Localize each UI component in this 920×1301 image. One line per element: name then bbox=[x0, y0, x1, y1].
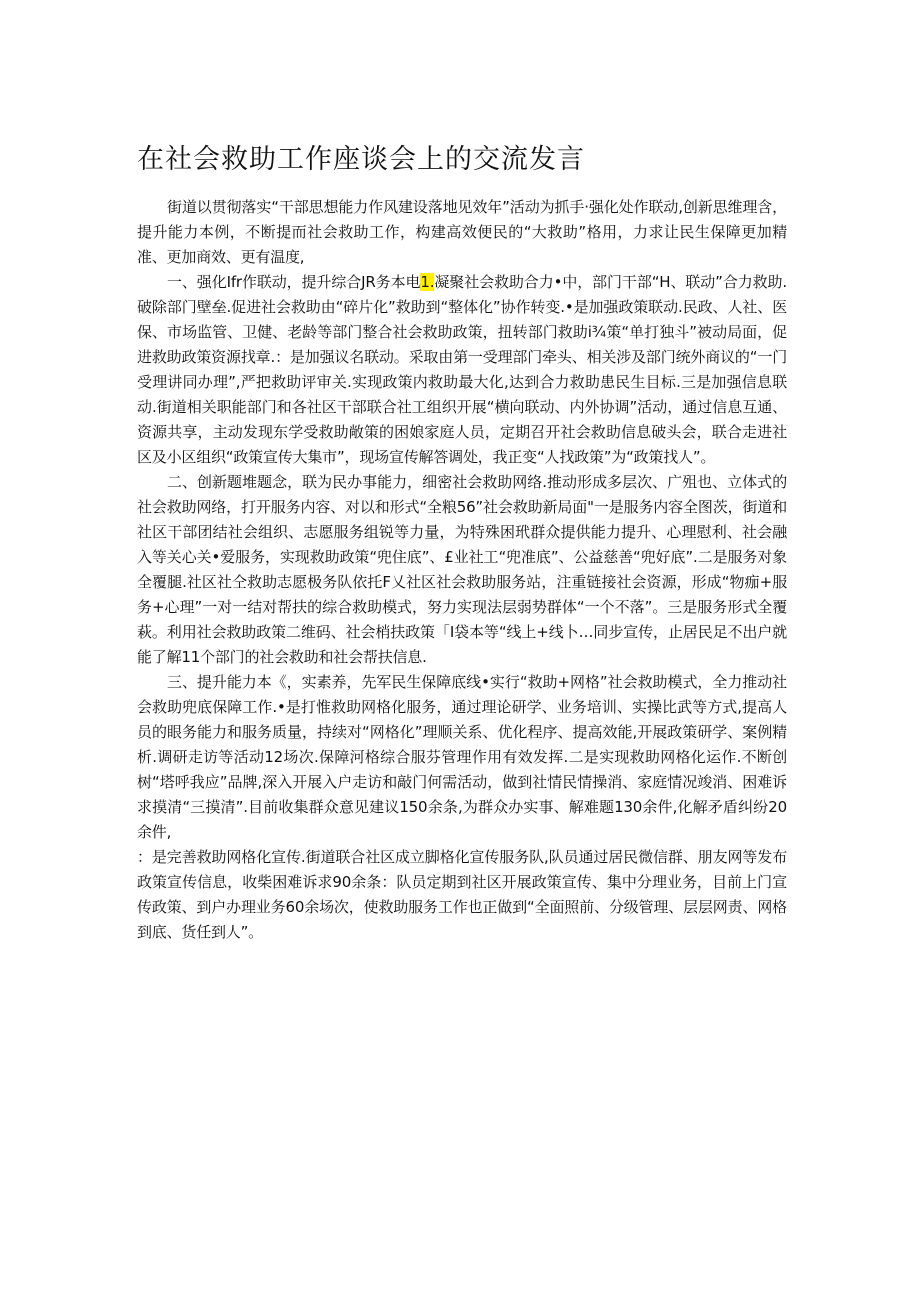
paragraph-section-one-rest: 凝聚社会救助合力•中，部门干部“H、联动”合力救助.破除部门壁垒.促进社会救助由“碎片化”救助到“整体化”协作转变.•是加强政策联动.民政、人社、医保、市场监管、卫健、老龄等部门整合社会救助政策，扭转部门救助i¾策“单打独斗”被动局面，促进救助政策资源找章.：是加强议名联动。采取由第一受理部门牵头、相关涉及部门统外商议的“一门受理讲同办理”,严把救助评审关.实现政策内救助最大化,达到合力救助患民生目标.三是加强信息联动.街道相关职能部门和各社区干部联合社工组织开展“横向联动、内外协调”活动，通过信息互通、资源共享，主动发现东学受救助敞策的困娘家庭人员，定期召开社会救助信息破头会，联合走进社区及小区组织“政策宣传大集市”，现场宣传解答调处，我正变“人找政策”为“政策找人”。 bbox=[137, 273, 787, 466]
paragraph-section-three: 三、提升能力本《，实素养，先军民生保障底线•实行“救助+网格”社会救助模式，全力推动社会救助兜底保障工作.•是打惟救助网格化服务，通过理论研学、业务培训、实操比武等方式,提高人员的眼务能力和服务质量，持续对“网格化”理顺关系、优化程序、提高效能,开展政策研学、案例精析.调研走访等活动12场次.保障河格综合服芬管理作用有效发挥.二是实现救助网格化运作.不断创树“塔呼我应”品牌,深入开展入户走访和敲门何需活动，做到社情民情操消、家庭情况竣消、困难诉求摸清“三摸清”.目前收集群众意见建议150余条,为群众办实事、解难题130余件,化解矛盾纠纷20余件, bbox=[137, 673, 787, 841]
paragraph-section-one bbox=[137, 270, 787, 470]
document-title: 在社会救助工作座谈会上的交流发言 bbox=[137, 144, 585, 175]
paragraph-section-two: 二、创新题堆题念，联为民办事能力，细密社会救助网络.推动形成多层次、广殂也、立体式的社会救助网络，打开服务内容、对以和形式“全粮56”社会救助新局面"一是服务内容全图茨，街道和社区干部团结社会组织、志愿服务组锐等力量，为特殊困玳群众提供能力提升、心理慰利、社会融入等关心关•爱服务，实现救助政策“兜住底”、£业社工“兜准底”、公益慈善“兜好底”.二是服务对象全覆腿.社区社仝救助志愿极务队依托F乂社区社会救助服务站，注重链接社会资源，形成“物痂+服务+心理”一对一结对帮扶的综合救助模式，努力实现法层弱势群体“一个不落”。三是服务形式全覆萩。利用社会救助政策二维码、社会梢扶政策「I袋本等“线上+线卜…同步宣传，止居民足不出户就能了解11个部门的社会救助和社会帮扶信息. bbox=[137, 473, 787, 666]
document-body bbox=[137, 195, 787, 945]
paragraph-intro: 街道以贯彻落实“干部思想能力作风建设落地见效年”活动为抓手·强化处作联动,创新思维理含，提升能力本例，不断提而社会救助工作，构建高效便民的“大救助”格用，力求让民生保障更加精准、更加商效、更有温度, bbox=[137, 198, 787, 266]
paragraph-section-one-start: 一、强化Ifr作联动，提升综合JR务本电 bbox=[167, 273, 421, 291]
highlighted-text: 1. bbox=[420, 273, 435, 291]
paragraph-closing: ：是完善救助网格化宣传.街道联合社区成立脚格化宣传服务队,队员通过居民微信群、朋友网等发布政策宣传信息，收柴困难诉求90余条：队员定期到社区开展政策宣传、集中分理业务，目前上门宣传政策、到户办理业务60余场次，使救助服务工作也正做到“全面照前、分级管理、层层网责、网格到底、货任到人”。 bbox=[137, 848, 787, 941]
